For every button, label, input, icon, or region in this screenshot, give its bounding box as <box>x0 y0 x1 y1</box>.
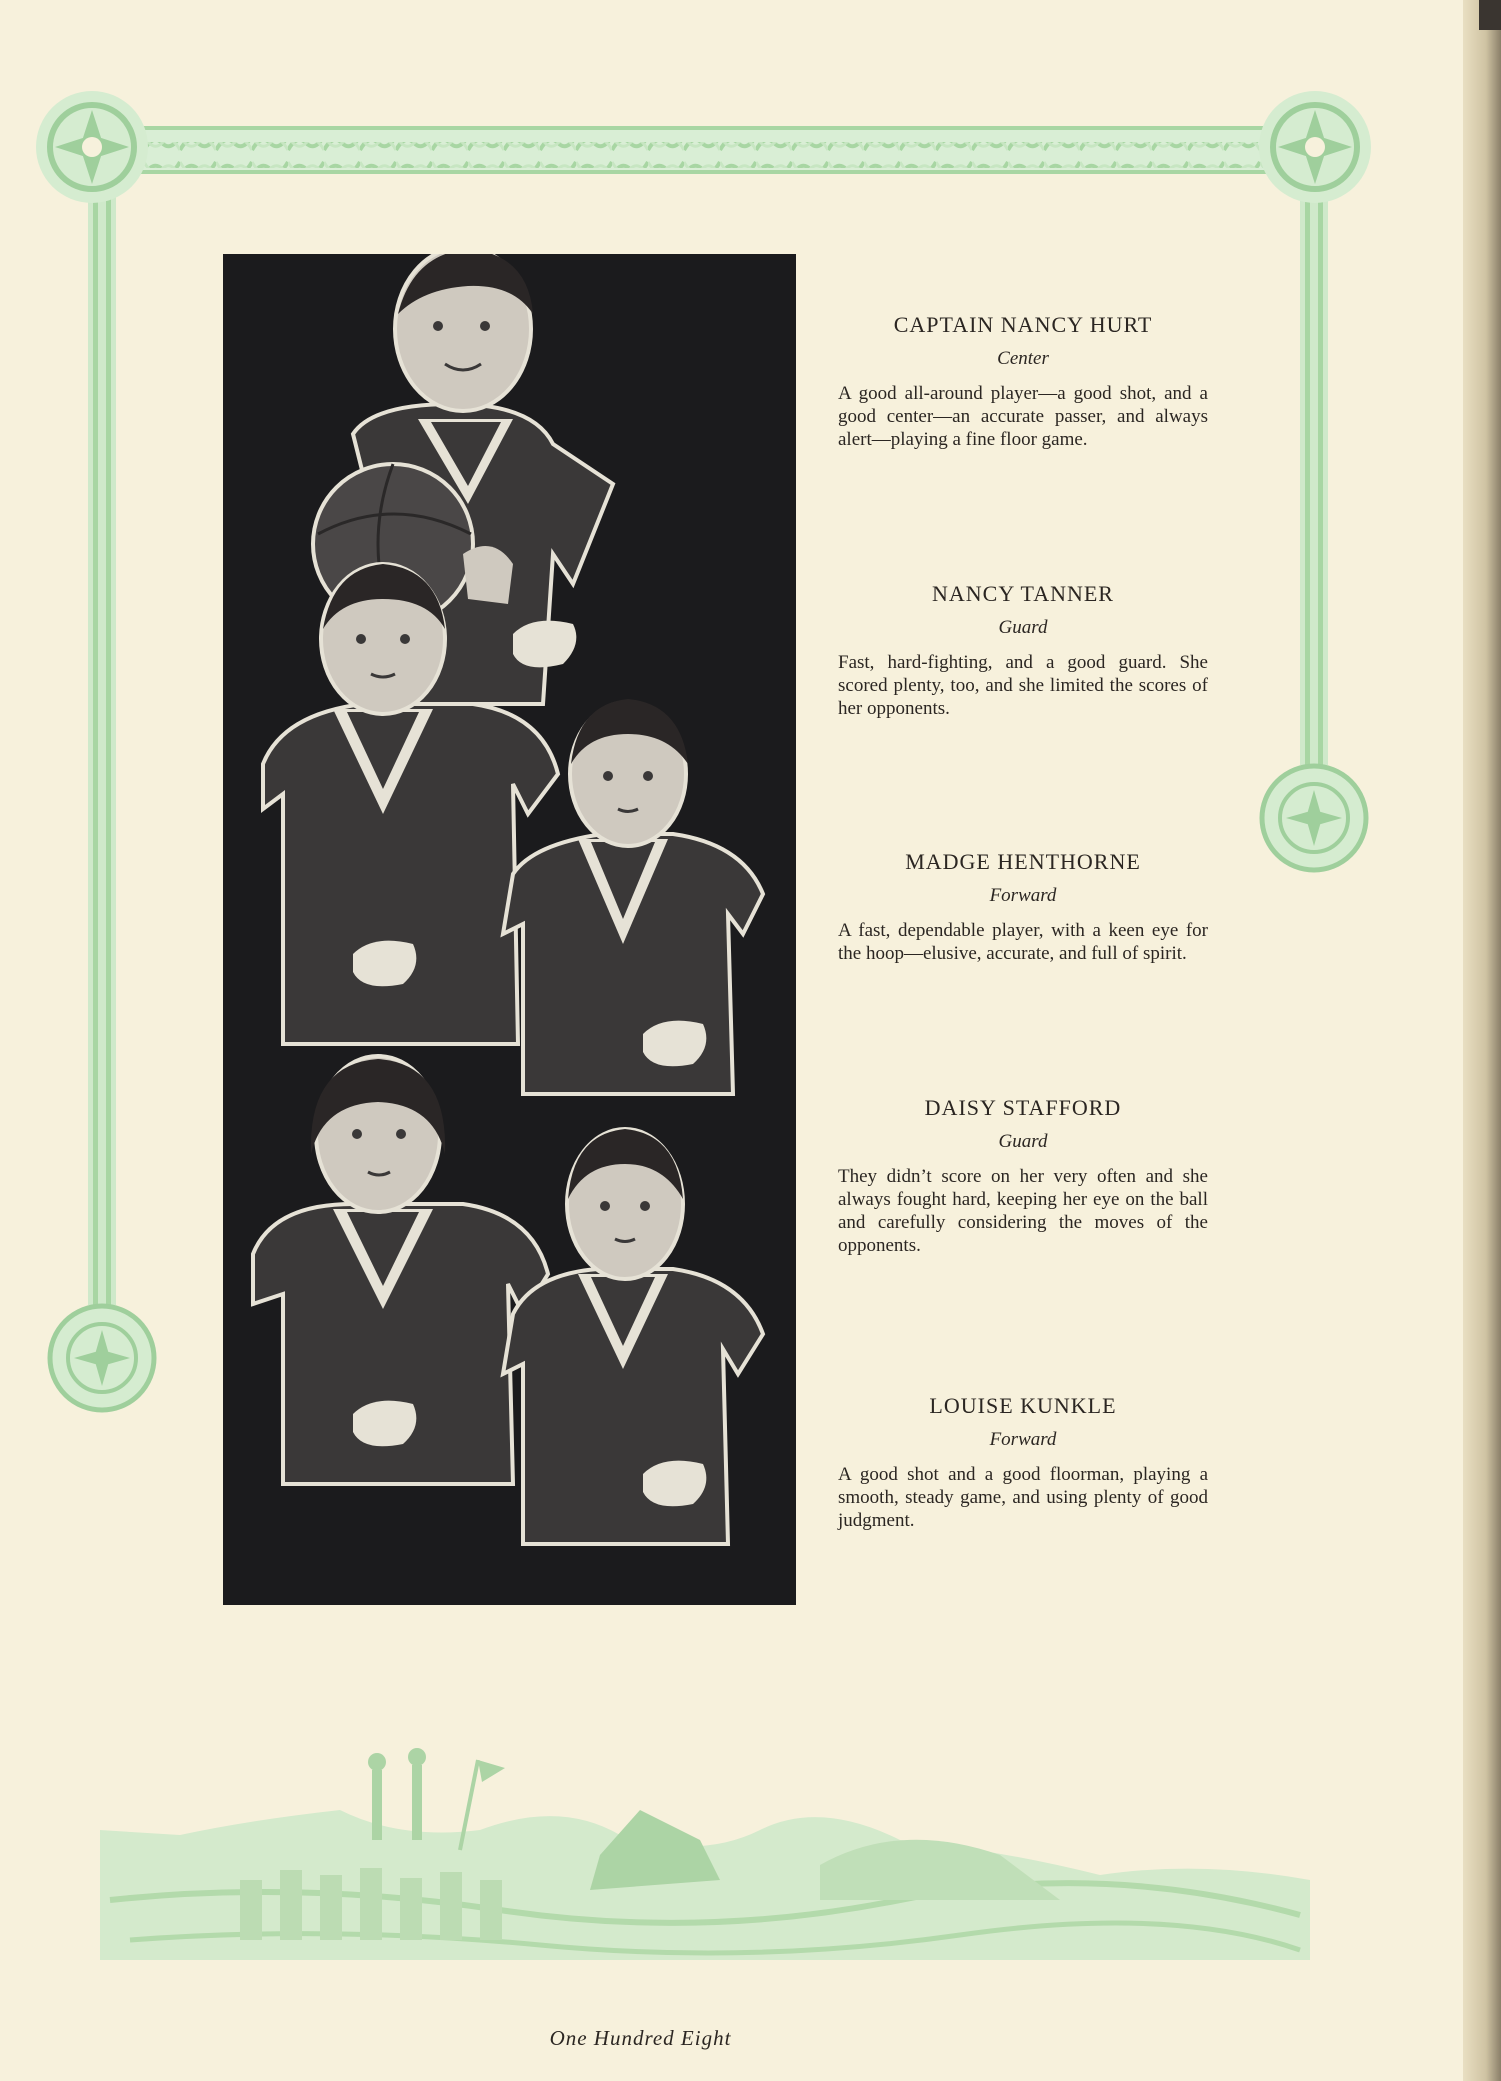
player-photo-daisy-stafford <box>253 1056 548 1484</box>
top-right-rosette <box>1259 91 1371 203</box>
player-position: Guard <box>998 1131 1048 1152</box>
player-photo-louise-kunkle <box>503 1129 763 1544</box>
landscape-vignette <box>100 1748 1310 1960</box>
player-name: DAISY STAFFORD <box>924 1095 1122 1120</box>
player-entry-1 <box>838 312 1208 451</box>
player-bio: A good all-around player—a good shot, and a good center—an accurate passer, and always alert—playing a fine floor game. <box>838 383 1208 450</box>
right-border-column <box>1300 175 1328 765</box>
page-number: One Hundred Eight <box>549 2026 732 2050</box>
top-left-rosette <box>36 91 148 203</box>
player-bio: A good shot and a good floorman, playing a smooth, steady game, and using plenty of good judgment. <box>838 1464 1208 1531</box>
player-entry-4 <box>838 1095 1208 1257</box>
right-medallion <box>1262 766 1366 870</box>
player-name: LOUISE KUNKLE <box>929 1393 1117 1418</box>
player-position: Forward <box>989 885 1057 906</box>
player-bio: A fast, dependable player, with a keen eye for the hoop—elusive, accurate, and full of spirit. <box>838 920 1208 964</box>
player-photos <box>223 254 796 1605</box>
player-name: CAPTAIN NANCY HURT <box>893 312 1153 337</box>
player-position: Guard <box>998 617 1048 638</box>
team-photo-panel <box>223 254 796 1605</box>
player-name: MADGE HENTHORNE <box>905 849 1141 874</box>
player-bio: Fast, hard-fighting, and a good guard. She scored plenty, too, and she limited the scores of her opponents. <box>838 652 1208 719</box>
player-position: Center <box>997 348 1049 369</box>
left-medallion <box>50 1306 154 1410</box>
player-entry-5 <box>838 1393 1208 1532</box>
player-entry-3 <box>838 849 1208 965</box>
top-border-band <box>95 126 1315 174</box>
player-name: NANCY TANNER <box>932 581 1114 606</box>
player-bio: They didn’t score on her very often and she always fought hard, keeping her eye on the ball and carefully considering the moves of the opponents. <box>838 1166 1208 1256</box>
player-position: Forward <box>989 1429 1057 1450</box>
player-entry-2 <box>838 581 1208 720</box>
left-border-column <box>88 175 116 1305</box>
